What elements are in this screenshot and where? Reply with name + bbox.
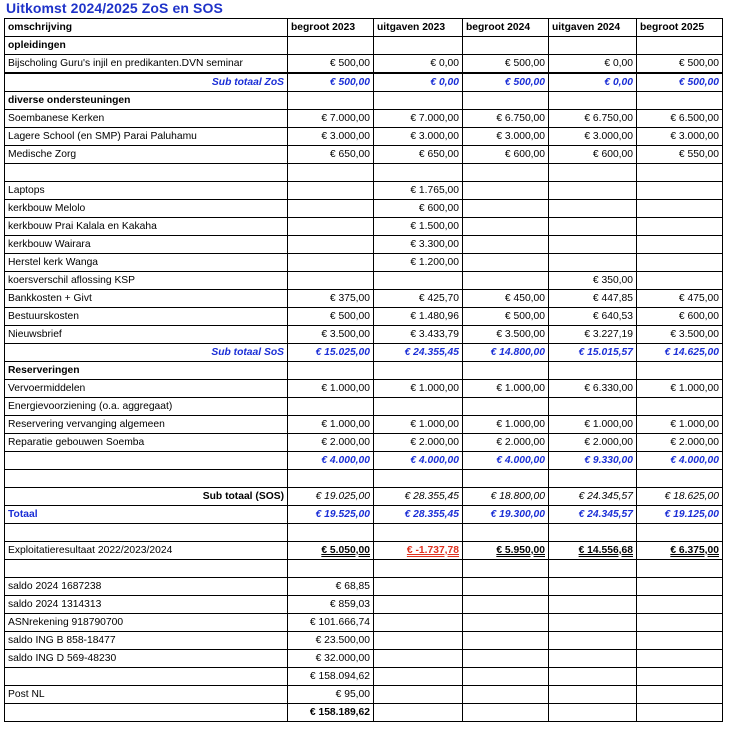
value-cell[interactable]: € 19.125,00: [637, 506, 723, 524]
value-cell[interactable]: [637, 272, 723, 290]
value-cell[interactable]: € 500,00: [637, 73, 723, 92]
value-cell[interactable]: [549, 596, 637, 614]
table-row: [5, 272, 723, 290]
value-cell[interactable]: € 1.480,96: [374, 308, 463, 326]
value-cell[interactable]: € 6.500,00: [637, 110, 723, 128]
row-label-cell[interactable]: [5, 524, 288, 542]
value-cell[interactable]: € 18.800,00: [463, 488, 549, 506]
value-cell[interactable]: [288, 272, 374, 290]
value-cell[interactable]: [637, 362, 723, 380]
value-cell[interactable]: € 500,00: [637, 55, 723, 74]
value-cell[interactable]: [374, 578, 463, 596]
sheet-title: Uitkomst 2024/2025 ZoS en SOS: [6, 0, 223, 16]
value-cell[interactable]: € 640,53: [549, 308, 637, 326]
row-label-cell[interactable]: Bestuurskosten: [5, 308, 288, 326]
column-header[interactable]: uitgaven 2023: [374, 19, 463, 37]
row-label-cell[interactable]: Sub totaal SoS: [5, 344, 288, 362]
value-cell[interactable]: € 475,00: [637, 290, 723, 308]
row-label-cell[interactable]: Vervoermiddelen: [5, 380, 288, 398]
value-cell[interactable]: € 6.330,00: [549, 380, 637, 398]
value-cell[interactable]: € 6.750,00: [549, 110, 637, 128]
value-cell[interactable]: € 158.189,62: [288, 704, 374, 722]
value-cell[interactable]: € 3.500,00: [288, 326, 374, 344]
value-cell[interactable]: [463, 218, 549, 236]
value-cell[interactable]: [637, 632, 723, 650]
value-cell[interactable]: [637, 37, 723, 55]
value-cell[interactable]: € 3.000,00: [549, 128, 637, 146]
value-cell[interactable]: € 500,00: [288, 55, 374, 74]
value-cell[interactable]: € 859,03: [288, 596, 374, 614]
row-label-cell[interactable]: Lagere School (en SMP) Parai Paluhamu: [5, 128, 288, 146]
value-cell[interactable]: [288, 218, 374, 236]
value-cell[interactable]: [374, 272, 463, 290]
value-cell[interactable]: [463, 542, 549, 560]
value-cell[interactable]: [374, 470, 463, 488]
table-row: [5, 398, 723, 416]
row-label-cell[interactable]: Totaal: [5, 506, 288, 524]
table-row: [5, 146, 723, 164]
result-value: € 5.050,00: [321, 545, 370, 556]
table-row: [5, 632, 723, 650]
value-cell[interactable]: [637, 398, 723, 416]
value-cell[interactable]: € 1.200,00: [374, 254, 463, 272]
value-cell[interactable]: [288, 362, 374, 380]
row-label-cell[interactable]: kerkbouw Wairara: [5, 236, 288, 254]
value-cell[interactable]: [288, 398, 374, 416]
value-cell[interactable]: € 550,00: [637, 146, 723, 164]
table-row: [5, 452, 723, 470]
table-row: [5, 73, 723, 92]
row-label-cell[interactable]: saldo 2024 1314313: [5, 596, 288, 614]
value-cell[interactable]: [288, 92, 374, 110]
budget-table: [4, 18, 723, 722]
result-value: € -1.737,78: [406, 545, 459, 556]
value-cell[interactable]: [288, 164, 374, 182]
value-cell[interactable]: [637, 182, 723, 200]
value-cell[interactable]: [549, 542, 637, 560]
result-value: € 5.950,00: [496, 545, 545, 556]
row-label-cell[interactable]: [5, 452, 288, 470]
value-cell[interactable]: [463, 362, 549, 380]
value-cell[interactable]: [374, 37, 463, 55]
value-cell[interactable]: [374, 362, 463, 380]
table-row: [5, 596, 723, 614]
table-row: [5, 308, 723, 326]
value-cell[interactable]: [549, 704, 637, 722]
row-label-cell[interactable]: [5, 560, 288, 578]
table-row: [5, 488, 723, 506]
value-cell[interactable]: [463, 254, 549, 272]
column-header[interactable]: omschrijving: [5, 19, 288, 37]
value-cell[interactable]: [549, 164, 637, 182]
row-label-cell[interactable]: [5, 704, 288, 722]
table-row: [5, 704, 723, 722]
row-label-cell[interactable]: Reservering vervanging algemeen: [5, 416, 288, 434]
value-cell[interactable]: [637, 596, 723, 614]
table-row: [5, 362, 723, 380]
value-cell[interactable]: € 15.025,00: [288, 344, 374, 362]
row-label-cell[interactable]: koersverschil aflossing KSP: [5, 272, 288, 290]
value-cell[interactable]: [374, 542, 463, 560]
row-label-cell[interactable]: Reparatie gebouwen Soemba: [5, 434, 288, 452]
value-cell[interactable]: [549, 614, 637, 632]
value-cell[interactable]: [637, 470, 723, 488]
row-label-cell[interactable]: kerkbouw Melolo: [5, 200, 288, 218]
value-cell[interactable]: [549, 92, 637, 110]
value-cell[interactable]: € 14.800,00: [463, 344, 549, 362]
value-cell[interactable]: [288, 542, 374, 560]
row-label-cell[interactable]: opleidingen: [5, 37, 288, 55]
value-cell[interactable]: € 3.000,00: [288, 128, 374, 146]
value-cell[interactable]: € 28.355,45: [374, 506, 463, 524]
table-row: [5, 182, 723, 200]
value-cell[interactable]: [549, 524, 637, 542]
table-row: [5, 578, 723, 596]
value-cell[interactable]: € 7.000,00: [288, 110, 374, 128]
value-cell[interactable]: € 1.000,00: [288, 380, 374, 398]
table-row: [5, 290, 723, 308]
table-row: [5, 668, 723, 686]
value-cell[interactable]: [549, 254, 637, 272]
value-cell[interactable]: [374, 650, 463, 668]
value-cell[interactable]: € 15.015,57: [549, 344, 637, 362]
value-cell[interactable]: [463, 164, 549, 182]
row-label-cell[interactable]: [5, 470, 288, 488]
table-row: [5, 524, 723, 542]
value-cell[interactable]: € 450,00: [463, 290, 549, 308]
value-cell[interactable]: [463, 37, 549, 55]
value-cell[interactable]: € 14.625,00: [637, 344, 723, 362]
value-cell[interactable]: [463, 686, 549, 704]
value-cell[interactable]: € 2.000,00: [288, 434, 374, 452]
value-cell[interactable]: € 1.000,00: [637, 380, 723, 398]
table-row: [5, 128, 723, 146]
column-header[interactable]: begroot 2025: [637, 19, 723, 37]
value-cell[interactable]: € 158.094,62: [288, 668, 374, 686]
value-cell[interactable]: [463, 470, 549, 488]
value-cell[interactable]: € 3.227,19: [549, 326, 637, 344]
row-label-cell[interactable]: saldo 2024 1687238: [5, 578, 288, 596]
value-cell[interactable]: € 1.000,00: [463, 380, 549, 398]
value-cell[interactable]: [463, 272, 549, 290]
table-row: [5, 470, 723, 488]
table-row: [5, 236, 723, 254]
value-cell[interactable]: € 2.000,00: [374, 434, 463, 452]
value-cell[interactable]: [637, 164, 723, 182]
value-cell[interactable]: [288, 236, 374, 254]
table-row: [5, 37, 723, 55]
value-cell[interactable]: € 0,00: [549, 73, 637, 92]
value-cell[interactable]: [374, 92, 463, 110]
value-cell[interactable]: [374, 686, 463, 704]
value-cell[interactable]: [637, 524, 723, 542]
value-cell[interactable]: € 0,00: [374, 73, 463, 92]
table-row: [5, 506, 723, 524]
value-cell[interactable]: € 24.345,57: [549, 506, 637, 524]
value-cell[interactable]: [549, 578, 637, 596]
row-label-cell[interactable]: Soembanese Kerken: [5, 110, 288, 128]
value-cell[interactable]: € 3.000,00: [637, 128, 723, 146]
row-label-cell[interactable]: saldo ING B 858-18477: [5, 632, 288, 650]
value-cell[interactable]: € 0,00: [549, 55, 637, 74]
value-cell[interactable]: [463, 650, 549, 668]
value-cell[interactable]: € 4.000,00: [463, 452, 549, 470]
value-cell[interactable]: [637, 686, 723, 704]
row-label-cell[interactable]: Sub totaal ZoS: [5, 73, 288, 92]
value-cell[interactable]: € 24.345,57: [549, 488, 637, 506]
value-cell[interactable]: [549, 398, 637, 416]
row-label-cell[interactable]: saldo ING D 569-48230: [5, 650, 288, 668]
value-cell[interactable]: [374, 704, 463, 722]
value-cell[interactable]: [463, 182, 549, 200]
value-cell[interactable]: € 3.000,00: [463, 128, 549, 146]
value-cell[interactable]: [549, 560, 637, 578]
value-cell[interactable]: € 1.000,00: [288, 416, 374, 434]
value-cell[interactable]: [463, 398, 549, 416]
value-cell[interactable]: [637, 704, 723, 722]
value-cell[interactable]: [463, 596, 549, 614]
table-row: [5, 380, 723, 398]
value-cell[interactable]: [374, 632, 463, 650]
table-row: [5, 542, 723, 560]
value-cell[interactable]: [463, 92, 549, 110]
value-cell[interactable]: [374, 596, 463, 614]
value-cell[interactable]: [288, 37, 374, 55]
value-cell[interactable]: [374, 668, 463, 686]
row-label-cell[interactable]: Sub totaal (SOS): [5, 488, 288, 506]
value-cell[interactable]: [549, 362, 637, 380]
table-row: [5, 416, 723, 434]
value-cell[interactable]: € 68,85: [288, 578, 374, 596]
value-cell[interactable]: € 1.000,00: [463, 416, 549, 434]
row-label-cell[interactable]: Reserveringen: [5, 362, 288, 380]
value-cell[interactable]: [288, 524, 374, 542]
value-cell[interactable]: € 3.500,00: [463, 326, 549, 344]
value-cell[interactable]: € 600,00: [374, 200, 463, 218]
value-cell[interactable]: € 425,70: [374, 290, 463, 308]
table-row: [5, 326, 723, 344]
table-row: [5, 254, 723, 272]
value-cell[interactable]: € 650,00: [288, 146, 374, 164]
value-cell[interactable]: [374, 560, 463, 578]
value-cell[interactable]: [549, 200, 637, 218]
value-cell[interactable]: € 600,00: [463, 146, 549, 164]
value-cell[interactable]: [637, 578, 723, 596]
table-row: [5, 650, 723, 668]
value-cell[interactable]: [637, 254, 723, 272]
value-cell[interactable]: € 0,00: [374, 55, 463, 74]
value-cell[interactable]: € 18.625,00: [637, 488, 723, 506]
value-cell[interactable]: [549, 182, 637, 200]
value-cell[interactable]: € 1.000,00: [374, 380, 463, 398]
value-cell[interactable]: [463, 668, 549, 686]
value-cell[interactable]: € 23.500,00: [288, 632, 374, 650]
table-row: [5, 218, 723, 236]
value-cell[interactable]: € 95,00: [288, 686, 374, 704]
value-cell[interactable]: € 9.330,00: [549, 452, 637, 470]
value-cell[interactable]: [549, 668, 637, 686]
value-cell[interactable]: € 19.300,00: [463, 506, 549, 524]
row-label-cell[interactable]: Post NL: [5, 686, 288, 704]
value-cell[interactable]: [374, 614, 463, 632]
value-cell[interactable]: € 650,00: [374, 146, 463, 164]
table-row: [5, 55, 723, 74]
row-label-cell[interactable]: Nieuwsbrief: [5, 326, 288, 344]
row-label-cell[interactable]: kerkbouw Prai Kalala en Kakaha: [5, 218, 288, 236]
value-cell[interactable]: [288, 254, 374, 272]
value-cell[interactable]: [637, 542, 723, 560]
value-cell[interactable]: € 19.525,00: [288, 506, 374, 524]
value-cell[interactable]: [463, 578, 549, 596]
value-cell[interactable]: € 600,00: [549, 146, 637, 164]
row-label-cell[interactable]: Herstel kerk Wanga: [5, 254, 288, 272]
value-cell[interactable]: [549, 686, 637, 704]
value-cell[interactable]: [637, 668, 723, 686]
value-cell[interactable]: € 32.000,00: [288, 650, 374, 668]
row-label-cell[interactable]: Bijscholing Guru's injil en predikanten.DVN seminar: [5, 55, 288, 74]
value-cell[interactable]: € 500,00: [463, 308, 549, 326]
value-cell[interactable]: [463, 704, 549, 722]
table-row: [5, 614, 723, 632]
value-cell[interactable]: [288, 470, 374, 488]
value-cell[interactable]: [637, 236, 723, 254]
value-cell[interactable]: [549, 218, 637, 236]
value-cell[interactable]: € 2.000,00: [463, 434, 549, 452]
value-cell[interactable]: [549, 236, 637, 254]
row-label-cell[interactable]: [5, 668, 288, 686]
column-header[interactable]: begroot 2024: [463, 19, 549, 37]
value-cell[interactable]: [463, 632, 549, 650]
header-row: [5, 19, 723, 37]
value-cell[interactable]: [374, 524, 463, 542]
row-label-cell[interactable]: Laptops: [5, 182, 288, 200]
value-cell[interactable]: [463, 524, 549, 542]
value-cell[interactable]: € 1.765,00: [374, 182, 463, 200]
row-label-cell[interactable]: [5, 164, 288, 182]
value-cell[interactable]: € 2.000,00: [549, 434, 637, 452]
value-cell[interactable]: € 28.355,45: [374, 488, 463, 506]
row-label-cell[interactable]: ASNrekening 918790700: [5, 614, 288, 632]
table-row: [5, 560, 723, 578]
value-cell[interactable]: € 447,85: [549, 290, 637, 308]
table-row: [5, 434, 723, 452]
value-cell[interactable]: € 375,00: [288, 290, 374, 308]
value-cell[interactable]: € 2.000,00: [637, 434, 723, 452]
value-cell[interactable]: € 101.666,74: [288, 614, 374, 632]
column-header[interactable]: uitgaven 2024: [549, 19, 637, 37]
row-label-cell[interactable]: Exploitatieresultaat 2022/2023/2024: [5, 542, 288, 560]
row-label-cell[interactable]: Energievoorziening (o.a. aggregaat): [5, 398, 288, 416]
value-cell[interactable]: [288, 182, 374, 200]
value-cell[interactable]: [549, 650, 637, 668]
value-cell[interactable]: [463, 614, 549, 632]
table-row: [5, 344, 723, 362]
value-cell[interactable]: € 600,00: [637, 308, 723, 326]
value-cell[interactable]: [637, 200, 723, 218]
value-cell[interactable]: [549, 37, 637, 55]
table-row: [5, 92, 723, 110]
value-cell[interactable]: € 24.355,45: [374, 344, 463, 362]
value-cell[interactable]: € 3.433,79: [374, 326, 463, 344]
value-cell[interactable]: [463, 200, 549, 218]
value-cell[interactable]: [288, 200, 374, 218]
value-cell[interactable]: [374, 164, 463, 182]
table-row: [5, 110, 723, 128]
value-cell[interactable]: [288, 560, 374, 578]
table-row: [5, 200, 723, 218]
value-cell[interactable]: [374, 398, 463, 416]
value-cell[interactable]: € 500,00: [463, 73, 549, 92]
result-value: € 14.556,68: [578, 545, 633, 556]
value-cell[interactable]: [637, 614, 723, 632]
value-cell[interactable]: € 1.000,00: [374, 416, 463, 434]
value-cell[interactable]: € 3.300,00: [374, 236, 463, 254]
value-cell[interactable]: [463, 560, 549, 578]
value-cell[interactable]: € 3.500,00: [637, 326, 723, 344]
value-cell[interactable]: [463, 236, 549, 254]
value-cell[interactable]: [549, 632, 637, 650]
result-value: € 6.375,00: [670, 545, 719, 556]
column-header[interactable]: begroot 2023: [288, 19, 374, 37]
value-cell[interactable]: € 500,00: [288, 73, 374, 92]
value-cell[interactable]: [637, 92, 723, 110]
value-cell[interactable]: € 6.750,00: [463, 110, 549, 128]
value-cell[interactable]: [637, 218, 723, 236]
value-cell[interactable]: € 1.500,00: [374, 218, 463, 236]
value-cell[interactable]: € 4.000,00: [288, 452, 374, 470]
value-cell[interactable]: € 4.000,00: [637, 452, 723, 470]
value-cell[interactable]: [637, 560, 723, 578]
value-cell[interactable]: € 500,00: [463, 55, 549, 74]
value-cell[interactable]: € 3.000,00: [374, 128, 463, 146]
value-cell[interactable]: € 1.000,00: [637, 416, 723, 434]
table-row: [5, 164, 723, 182]
value-cell[interactable]: [637, 650, 723, 668]
row-label-cell[interactable]: Bankkosten + Givt: [5, 290, 288, 308]
value-cell[interactable]: € 4.000,00: [374, 452, 463, 470]
value-cell[interactable]: [549, 470, 637, 488]
row-label-cell[interactable]: Medische Zorg: [5, 146, 288, 164]
value-cell[interactable]: € 19.025,00: [288, 488, 374, 506]
table-row: [5, 686, 723, 704]
value-cell[interactable]: € 500,00: [288, 308, 374, 326]
value-cell[interactable]: € 1.000,00: [549, 416, 637, 434]
value-cell[interactable]: € 350,00: [549, 272, 637, 290]
value-cell[interactable]: € 7.000,00: [374, 110, 463, 128]
row-label-cell[interactable]: diverse ondersteuningen: [5, 92, 288, 110]
